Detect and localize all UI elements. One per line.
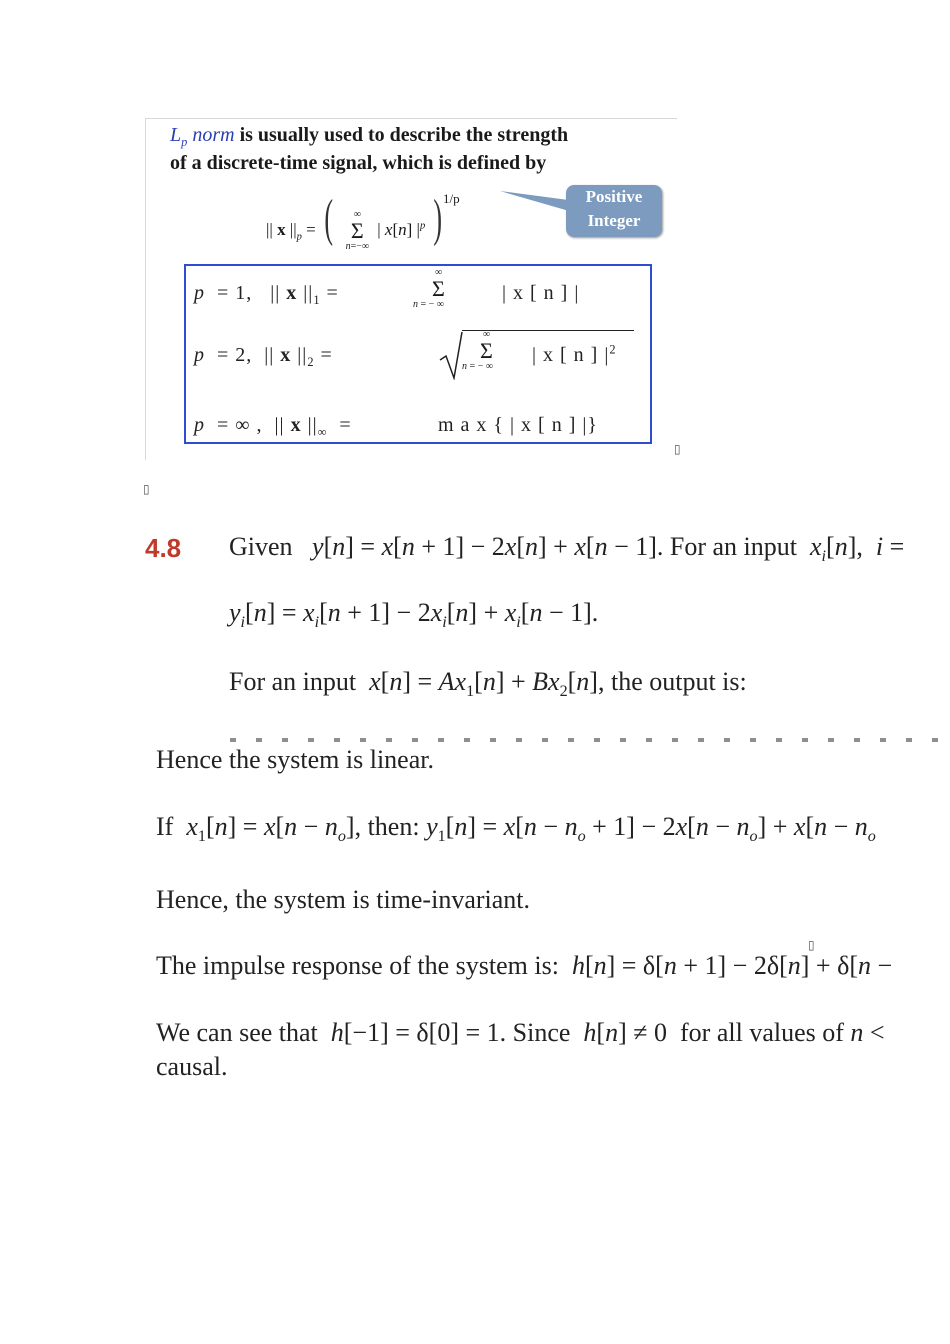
time-invariant-conclusion: Hence, the system is time-invariant. — [156, 885, 531, 914]
sqrt-sign — [438, 330, 464, 380]
lp-norm-definition: || x $||_p$ = ( ∞ Σ n=−∞ | x[n] $|^p$ ) $^{1/p}$ — [266, 190, 460, 253]
placeholder-glyph: ▯ — [143, 482, 150, 496]
norm-case-inf-body: m a x { | x [ n ] |} — [438, 414, 598, 436]
causality-line: We can see that h[−1] = δ[0] = 1. Since h[n] ≠ 0 for all values of n < — [156, 1018, 885, 1047]
norm-case-2: p = 2, || x $||_2$ = — [194, 344, 333, 369]
norm-case-2-body: | x [ n ] $|^2$ — [532, 342, 617, 366]
yi-equation: $y_i[n] = x_i[n + 1] - 2x_i[n] + x_i[n - 1]$. — [229, 598, 599, 632]
norm-cases-box — [184, 264, 652, 444]
positive-integer-callout: Positive Integer — [566, 185, 662, 237]
causal-word: causal. — [156, 1052, 228, 1081]
linear-input-line: For an input $x[n] = Ax_1[n] + Bx_2[n]$, the output is: — [229, 667, 747, 701]
problem-number: 4.8 — [145, 533, 182, 563]
norm-case-1-body: | x [ n ] | — [502, 282, 580, 304]
shift-line: If $x_1[n] = x[n - n_o]$, then: $y_1[n] = x[n - n_o + 1] - 2x[n - n_o] + x[n - n_o$ — [156, 812, 876, 846]
norm-case-1: p = 1, || x $||_1$ = — [194, 282, 339, 307]
impulse-response-line: The impulse response of the system is: h[n] = δ[n + 1] − 2δ[n] + δ[n − — [156, 951, 893, 980]
placeholder-glyph: ▯ — [808, 938, 815, 952]
sum-2: ∞ Σ n = − ∞ — [462, 329, 493, 372]
norm-case-inf: p = ∞ , || x $||_\infty$ = — [194, 414, 352, 439]
lp-norm-figure — [145, 118, 677, 460]
lp-symbol: $L_p$ norm — [170, 124, 235, 149]
linear-conclusion: Hence the system is linear. — [156, 745, 434, 774]
sum-1: ∞ Σ n = − ∞ — [412, 267, 445, 310]
cropped-text-remnant — [230, 738, 950, 742]
given-line: Given y[n] = x[n + 1] − 2x[n] + x[n − 1]. For an input $x_i[n]$, i = — [229, 532, 905, 566]
lp-norm-intro: $L_p$ norm is usually used to describe the strength of a discrete-time signal, which is defined by — [170, 124, 569, 174]
placeholder-glyph: ▯ — [674, 442, 681, 456]
